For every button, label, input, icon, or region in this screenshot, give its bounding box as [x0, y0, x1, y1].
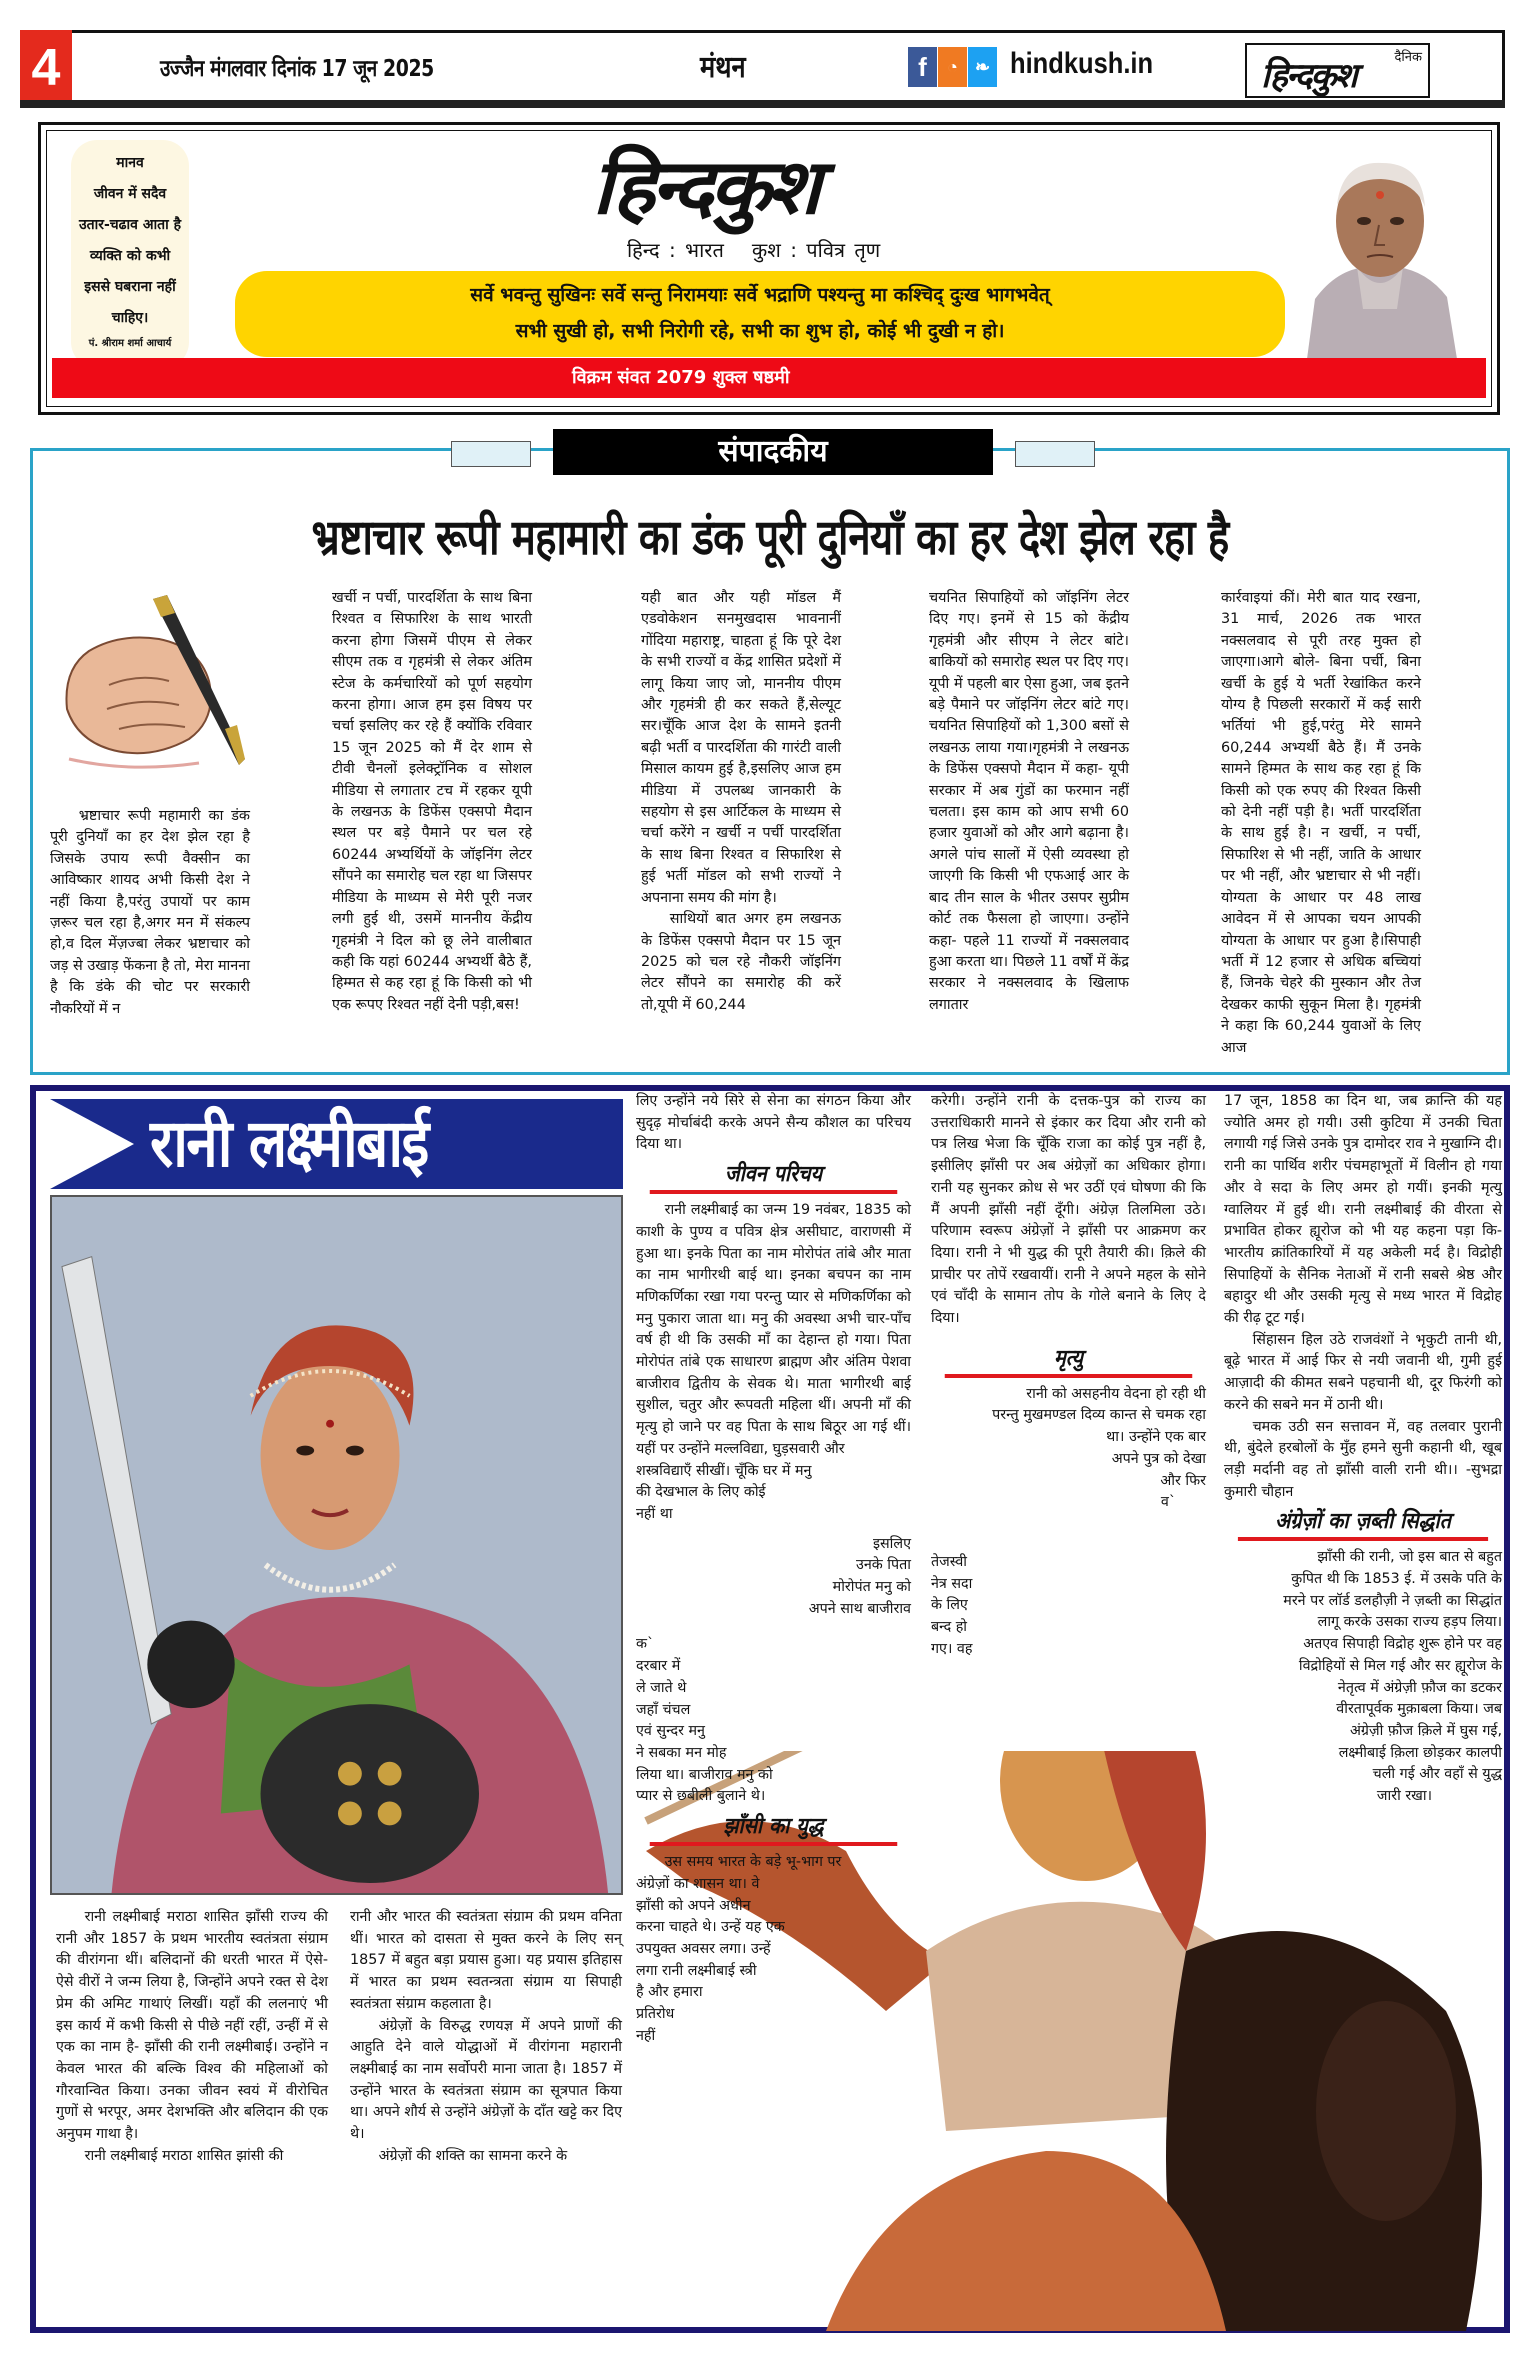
- editorial-paragraph: चयनित सिपाहियों को जॉइनिंग लेटर दिए गए। इनमें से 15 को केंद्रीय गृहमंत्री और सीएम ने लेटर बांटे। बाकियों को समारोह स्थल पर दिए गए। यूपी में पहली बार ऐसा हुआ, जब इतने बड़े पैमाने पर जॉइनिंग लेटर बांटे गए।चयनित सिपाहियों को 1,300 बसों से लखनऊ लाया गया।गृहमंत्री ने लखनऊ के डिफेंस एक्सपो मैदान में कहा- यूपी सरकार में अब गुंडों का फरमान नहीं चलता। इस काम को आप सभी 60 हजार युवाओं को और आगे बढ़ाना है। अगले पांच सालों में ऐसी व्यवस्था हो जाएगी कि किसी भी एफआई आर के बाद तीन साल के भीतर उसपर सुप्रीम कोर्ट तक फैसला हो जाएगा। उन्होंने कहा- पहले 11 राज्यों में नक्सलवाद हुआ करता था। पिछले 11 वर्षों में केंद्र सरकार ने नक्सलवाद के खिलाफ लगातार: [929, 590, 1129, 1013]
- rani-line: नहीं था: [636, 1505, 673, 1522]
- editorial-paragraph: खर्ची न पर्ची, पारदर्शिता के साथ बिना रिश्वत व सिफारिश के साथ भारती करना होगा जिसमें पीएम से लेकर सीएम तक व गृहमंत्री से लेकर अंतिम स्टेज के कर्मचारियों को पूर्ण सहयोग करना होगा। आज हम इस विषय पर चर्चा इसलिए कर रहे हैं क्योंकि रविवार 15 जून 2025 को मैं देर शाम से टीवी चैनलों इलेक्ट्रॉनिक व सोशल मीडिया से लगातार टच में रहकर यूपी के लखनऊ के डिफेंस एक्सपो मैदान स्थल पर बड़े पैमाने पर चल रहे 60244 अभ्यर्थियों के जॉइनिंग लेटर सौंपने का समारोह चल रहा था जिसपर मीडिया के माध्यम से मेरी पूरी नजर लगी हुई थी, उसमें माननीय केंद्रीय गृहमंत्री ने दिल को छू लेने वालीबात कही कि यहां 60244 अभ्यर्थी बैठे हैं, हिम्मत से कह रहा हूं कि किसी को भी एक रूपए रिश्वत नहीं देनी पड़ी,बस!: [332, 590, 532, 1013]
- rani-paragraph: रानी लक्ष्मीबाई का जन्म 19 नवंबर, 1835 को काशी के पुण्य व पवित्र क्षेत्र असीघाट, वाराणसी में हुआ था। इनके पिता का नाम मोरोपंत तांबे और माता का नाम भागीरथी बाई था। इनका बचपन का नाम मणिकर्णिका रखा गया परन्तु प्यार से मणिकर्णिका को मनु पुकारा जाता था। मनु की अवस्था अभी चार-पाँच वर्ष ही थी कि उसकी माँ का देहान्त हो गया। पिता मोरोपंत तांबे एक साधारण ब्राह्मण और अंतिम पेशवा बाजीराव द्वितीय के सेवक थे। माता भागीरथी बाई सुशील, चतुर और रूपवती महिला थीं। अपनी माँ की मृत्यु हो जाने पर वह पिता के साथ बिठूर आ गई थीं। यहीं पर उन्होंने मल्लविद्या, घुड़सवारी और: [636, 1202, 911, 1457]
- twitter-icon[interactable]: ❧: [968, 47, 997, 87]
- rani-line: प्रतिरोध: [636, 2006, 675, 2023]
- label-tab-right: [1015, 441, 1095, 467]
- dateline: उज्जैन मंगलवार दिनांक 17 जून 2025: [160, 56, 434, 82]
- page-number: 4: [20, 30, 72, 106]
- rani-laxmibai-feature: [30, 1085, 1510, 2333]
- logo-tagline: [627, 236, 880, 263]
- page-header: [20, 30, 1505, 100]
- rani-line: प्यार से छबीली बुलाने थे।: [636, 1788, 766, 1805]
- rani-column-2: [350, 1907, 622, 2167]
- editorial-section: [30, 434, 1510, 1075]
- feature-title: रानी लक्ष्मीबाई: [150, 1105, 428, 1182]
- rani-paragraph: अंग्रेज़ों के विरुद्ध रणयज्ञ में अपने प्राणों की आहुति देने वाले योद्धाओं में वीरांगना महारानी लक्ष्मीबाई का नाम सर्वोपरी माना जाता है। 1857 में उन्होंने भारत के स्वतंत्रता संग्राम का सूत्रपात किया था। अपने शौर्य से उन्होंने अंग्रेज़ों के दाँत खट्टे कर दिए थे।: [350, 2017, 622, 2143]
- rani-line: इसलिए: [873, 1535, 911, 1552]
- rani-paragraph: 17 जून, 1858 का दिन था, जब क्रान्ति की यह ज्योति अमर हो गयी। उसी कुटिया में उनकी चिता लगायी गई जिसे उनके पुत्र दामोदर राव ने मुखाग्नि दी। रानी का पार्थिव शरीर पंचमहाभूतों में विलीन हो गया और वे सदा के लिए अमर हो गयीं। इनकी मृत्यु ग्वालियर में हुई थी। रानी लक्ष्मीबाई की वीरता से प्रभावित होकर ह्यूरोज को भी यह कहना पड़ा कि- भारतीय क्रांतिकारियों में यह अकेली मर्द है। विद्रोही सिपाहियों के सैनिक नेताओं में रानी सबसे श्रेष्ठ और बहादुर थी और उसकी मृत्यु से मध्य भारत में विद्रोह की रीढ़ टूट गई।: [1224, 1093, 1502, 1327]
- founder-portrait: [1297, 149, 1463, 359]
- social-links: [908, 47, 997, 87]
- rani-line: उनके पिता: [856, 1557, 911, 1574]
- rani-paragraph: रानी लक्ष्मीबाई मराठा शासित झांसी की: [84, 2147, 284, 2164]
- rani-line: लगा रानी लक्ष्मीबाई स्त्री: [636, 1962, 757, 1979]
- subhead-jeevan-parichay: जीवन परिचय: [650, 1160, 898, 1194]
- rani-paragraph: रानी लक्ष्मीबाई मराठा शासित झाँसी राज्य की रानी और 1857 के प्रथम भारतीय स्वतंत्रता संग्राम की वीरांगना थीं। बलिदानों की धरती भारत में ऐसे-ऐसे वीरों ने जन्म लिया है, जिन्होंने अपने रक्त से देश प्रेम की अमिट गाथाएं लिखीं। यहाँ की ललनाएं भी इस कार्य में कभी किसी से पीछे नहीं रहीं, उन्हीं में से एक का नाम है- झाँसी की रानी लक्ष्मीबाई। उन्होंने न केवल भारत की बल्कि विश्व की महिलाओं को गौरवान्वित किया। उनका जीवन स्वयं में वीरोचित गुणों से भरपूर, अमर देशभक्ति और बलिदान की एक अनुपम गाथा है।: [56, 1909, 328, 2143]
- rani-column-3: [636, 1091, 911, 2047]
- mini-logo: [1245, 43, 1430, 98]
- rani-line: नहीं: [636, 2027, 656, 2044]
- quote-line: उतार-चढाव आता है: [78, 217, 182, 233]
- rani-paragraph: सिंहासन हिल उठे राजवंशों ने भृकुटी तानी थी, बूढ़े भारत में आई फिर से नयी जवानी थी, गुमी हुई आज़ादी की कीमत सबने पहचानी थी, दूर फिरंगी को करने की सबने मन में ठानी थी।: [1224, 1331, 1502, 1413]
- rani-line: करना चाहते थे। उन्हें यह एक: [636, 1919, 785, 1936]
- rani-paragraph: करेगी। उन्होंने रानी के दत्तक-पुत्र को राज्य का उत्तराधिकारी मानने से इंकार कर दिया और रानी को पत्र लिख भेजा कि चूँकि राजा का कोई पुत्र नहीं है, इसीलिए झाँसी पर अब अंग्रेज़ों का अधिकार होगा। रानी यह सुनकर क्रोध से भर उठीं एवं घोषणा की कि मैं अपनी झाँसी नहीं दूँगी। अंग्रेज़ तिलमिला उठे। परिणाम स्वरूप अंग्रेज़ों ने झाँसी पर आक्रमण कर दिया। रानी ने भी युद्ध की पूरी तैयारी की। क़िले की प्राचीर पर तोपें रखवायीं। रानी ने अपने महल के सोने एवं चाँदी के सामान तोप के गोले बनाने के लिए दे दिया।: [931, 1093, 1206, 1327]
- hand-with-pen-illustration: [49, 589, 261, 789]
- subhead-mrityu: मृत्यु: [945, 1344, 1193, 1378]
- label-tab-left: [451, 441, 531, 467]
- quote-line: मानव: [116, 155, 144, 171]
- rani-line: और फिर: [1160, 1472, 1206, 1489]
- editorial-column-1: [50, 806, 250, 1020]
- rani-paragraph: अंग्रेज़ों की शक्ति का सामना करने के: [378, 2147, 568, 2164]
- newspaper-logo: हिन्दकुश: [592, 142, 817, 231]
- editorial-column-3: [641, 588, 841, 1016]
- rani-line: तेजस्वी: [931, 1553, 967, 1570]
- rani-line: उस समय भारत के बड़े भू-भाग पर: [664, 1854, 842, 1871]
- rani-line: शस्त्रविद्याएँ सीखीं। चूँकि घर में मनु: [636, 1462, 812, 1479]
- rani-line: रानी को असहनीय वेदना हो रही थी: [1026, 1385, 1206, 1402]
- editorial-headline: भ्रष्टाचार रूपी महामारी का डंक पूरी दुनियाँ का हर देश झेल रहा है: [311, 509, 1229, 566]
- mantra-hindi: सभी सुखी हो, सभी निरोगी रहे, सभी का शुभ हो, कोई भी दुखी न हो।: [515, 320, 1005, 342]
- rani-painting: [50, 1195, 623, 1895]
- editorial-paragraph: साथियों बात अगर हम लखनऊ के डिफेंस एक्सपो मैदान पर 15 जून 2025 को चल रहे नौकरी जॉइनिंग लेटर सौंपने का समारोह की करें तो,यूपी में 60,244: [641, 911, 841, 1013]
- rani-line: क`: [636, 1636, 655, 1653]
- rani-line: वीरतापूर्वक मुक़ाबला किया। जब: [1336, 1701, 1502, 1718]
- rani-line: ले जाते थे: [636, 1679, 687, 1696]
- rani-line: चली गई और वहाँ से युद्ध: [1372, 1766, 1502, 1783]
- rani-line: नेतृत्व में अंग्रेज़ी फ़ौज का डटकर: [1337, 1679, 1502, 1696]
- rani-paragraph: चमक उठी सन सत्तावन में, वह तलवार पुरानी थी, बुंदेले हरबोलों के मुँह हमने सुनी कहानी थी, खूब लड़ी मर्दानी वह तो झाँसी वाली रानी थी।। -सुभद्रा कुमारी चौहान: [1224, 1418, 1502, 1500]
- rani-line: झाँसी की रानी, जो इस बात से बहुत: [1317, 1549, 1502, 1566]
- header-rule: [20, 100, 1505, 108]
- rani-line: नेत्र सदा: [931, 1575, 973, 1592]
- rani-column-4: [931, 1091, 1206, 1660]
- quote-author: पं. श्रीराम शर्मा आचार्य: [88, 338, 172, 349]
- subhead-jhansi-ka-yuddh: झाँसी का युद्ध: [650, 1812, 898, 1846]
- rani-paragraph: रानी और भारत की स्वतंत्रता संग्राम की प्रथम वनिता थीं। भारत को दासता से मुक्त करने के लिए सन् 1857 में बहुत बड़ा प्रयास हुआ। यह प्रयास इतिहास में भारत का प्रथम स्वतन्त्रता संग्राम या सिपाही स्वतंत्रता संग्राम कहलाता है।: [350, 1909, 622, 2012]
- rani-line: उपयुक्त अवसर लगा। उन्हें: [636, 1940, 771, 1957]
- rani-line: कुपित थी कि 1853 ई. में उसके पति के: [1291, 1571, 1502, 1588]
- editorial-column-4: [929, 588, 1129, 1016]
- vikram-samvat-bar: विक्रम संवत 2079 शुक्ल षष्ठमी: [52, 358, 1486, 398]
- quote-box: [71, 140, 189, 368]
- subhead-jabti-siddhant: अंग्रेज़ों का ज़ब्ती सिद्धांत: [1238, 1507, 1488, 1541]
- editorial-paragraph: भ्रष्टाचार रूपी महामारी का डंक पूरी दुनियाँ का हर देश झेल रहा है जिसके उपाय रूपी वैक्सीन का आविष्कार शायद अभी किसी देश ने नहीं किया है,परंतु उपायों पर काम ज़रूर चल रहा है,अगर मन में संकल्प हो,व दिल मेंज़ज्बा लेकर भ्रष्टाचार को जड़ से उखाड़ फेंकना है तो, मेरा मानना है कि डंके की चोट पर सरकारी नौकरियों में न: [50, 808, 250, 1017]
- rani-line: विद्रोहियों से मिल गई और सर ह्यूरोज के: [1298, 1657, 1502, 1674]
- rani-line: जहाँ चंचल: [636, 1701, 691, 1718]
- tagline-right: कुश : पवित्र तृण: [751, 238, 881, 262]
- rani-line: एवं सुन्दर मनु: [636, 1723, 705, 1740]
- facebook-icon[interactable]: f: [908, 47, 937, 87]
- rani-paragraph: लिए उन्होंने नये सिरे से सेना का संगठन किया और सुदृढ़ मोर्चाबंदी करके अपने सैन्य कौशल का परिचय दिया था।: [636, 1093, 911, 1153]
- rani-column-5: [1224, 1091, 1502, 1808]
- rani-line: था। उन्होंने एक बार: [1106, 1429, 1206, 1446]
- rani-line: गए। वह: [931, 1640, 973, 1657]
- masthead: [38, 122, 1500, 415]
- quote-line: जीवन में सदैव: [93, 186, 167, 202]
- editorial-paragraph: कार्रवाइयां कीं। मेरी बात याद रखना, 31 मार्च, 2026 तक भारत नक्सलवाद से पूरी तरह मुक्त हो जाएगा।आगे बोले- बिना पर्ची, बिना खर्ची के हुई ये भर्ती रेखांकित करने योग्य है पिछली सरकारों में कई सारी भर्तियां भी हुई,परंतु मेरे सामने 60,244 अभ्यर्थी बैठे हैं। मैं उनके सामने हिम्मत के साथ कह रहा हूं कि किसी को एक रुपए की रिश्वत किसी को देनी नहीं पड़ी है। भर्ती पारदर्शिता के साथ हुई है। न खर्ची, न पर्ची, सिफारिश से भी नहीं, जाति के आधार पर भी नहीं, और भ्रष्टाचार से भी नहीं। योग्यता के आधार पर 48 लाख आवेदन में से आपका चयन आपकी योग्यता के आधार पर हुआ है।सिपाही भर्ती में 12 हजार से अधिक बच्चियां हैं, जिनके चेहरे की मुस्कान और तेज देखकर काफी सुकून मिला है। गृहमंत्री ने कहा कि 60,244 युवाओं के लिए आज: [1221, 590, 1421, 1056]
- rani-line: है और हमारा: [636, 1984, 703, 2001]
- quote-line: इससे घबराना नहीं: [84, 279, 176, 295]
- rani-line: झाँसी को अपने अधीन: [636, 1897, 751, 1914]
- rani-line: अंग्रेज़ी फ़ौज क़िले में घुस गई,: [1349, 1722, 1502, 1739]
- editorial-label: संपादकीय: [553, 429, 993, 475]
- rani-column-1: [56, 1907, 328, 2167]
- mantra-sanskrit: सर्वे भवन्तु सुखिनः सर्वे सन्तु निरामयाः सर्वे भद्राणि पश्यन्तु मा कश्चिद् दुःख भागभवेत्: [470, 284, 1050, 306]
- rani-line: लागू करके उसका राज्य हड़प लिया।: [1317, 1614, 1502, 1631]
- quote-line: व्यक्ति को कभी: [89, 248, 171, 264]
- rani-line: अंग्रेज़ों का शासन था। वे: [636, 1875, 760, 1892]
- editorial-column-5: [1221, 588, 1421, 1059]
- rani-line: जारी रखा।: [1376, 1788, 1432, 1805]
- website-link[interactable]: hindkush.in: [1010, 47, 1154, 80]
- section-name: मंथन: [700, 50, 746, 85]
- rani-line: लिया था। बाजीराव मनु को: [636, 1766, 773, 1783]
- rani-line: अतएव सिपाही विद्रोह शुरू होने पर वह: [1303, 1636, 1502, 1653]
- editorial-paragraph: यही बात और यही मॉडल मैं एडवोकेशन सनमुखदास भावनानीं गोंदिया महाराष्ट्र, चाहता हूं कि पूरे देश के सभी राज्यों व केंद्र शासित प्रदेशों में लागू किया जाए जो, माननीय पीएम और गृहमंत्री ही कर सकते हैं,सेल्यूट सर।चूँकि आज देश के सामने इतनी बढ़ी भर्ती व पारदर्शिता की गारंटी वाली मिसाल कायम हुई है,इसलिए आज हम मीडिया में उपलब्ध जानकारी के सहयोग से इस आर्टिकल के माध्यम से चर्चा करेंगे न खर्ची न पर्ची पारदर्शिता के साथ बिना रिश्वत व सिफारिश से हुई भर्ती मॉडल को सभी राज्यों ने अपनाना समय की मांग है।: [641, 590, 841, 906]
- rani-line: के लिए: [931, 1597, 968, 1614]
- rani-line: अपने साथ बाजीराव: [808, 1600, 911, 1617]
- rani-line: लक्ष्मीबाई क़िला छोड़कर कालपी: [1338, 1744, 1502, 1761]
- banner-arrow-icon: [50, 1099, 134, 1189]
- editorial-column-2: [332, 588, 532, 1016]
- rani-line: परन्तु मुखमण्डल दिव्य कान्त से चमक रहा: [992, 1407, 1206, 1424]
- rani-line: व`: [1160, 1494, 1176, 1511]
- rani-line: मरने पर लॉर्ड डलहौज़ी ने ज़ब्ती का सिद्धांत: [1283, 1592, 1502, 1609]
- rani-line: दरबार में: [636, 1658, 681, 1675]
- feature-banner: [50, 1099, 623, 1189]
- rani-line: मोरोपंत मनु को: [832, 1579, 911, 1596]
- rani-line: अपने पुत्र को देखा: [1111, 1450, 1206, 1467]
- quote-line: चाहिए।: [111, 310, 149, 326]
- mantra-box: [235, 271, 1285, 357]
- rani-line: ने सबका मन मोह: [636, 1744, 727, 1761]
- rss-icon[interactable]: ◔: [938, 47, 967, 87]
- tagline-left: हिन्द : भारत: [627, 238, 724, 262]
- mini-logo-daily: दैनिक: [1394, 50, 1422, 65]
- rani-line: बन्द हो: [931, 1619, 968, 1636]
- rani-line: की देखभाल के लिए कोई: [636, 1484, 766, 1501]
- mini-logo-name: हिन्दकुश: [1261, 56, 1356, 96]
